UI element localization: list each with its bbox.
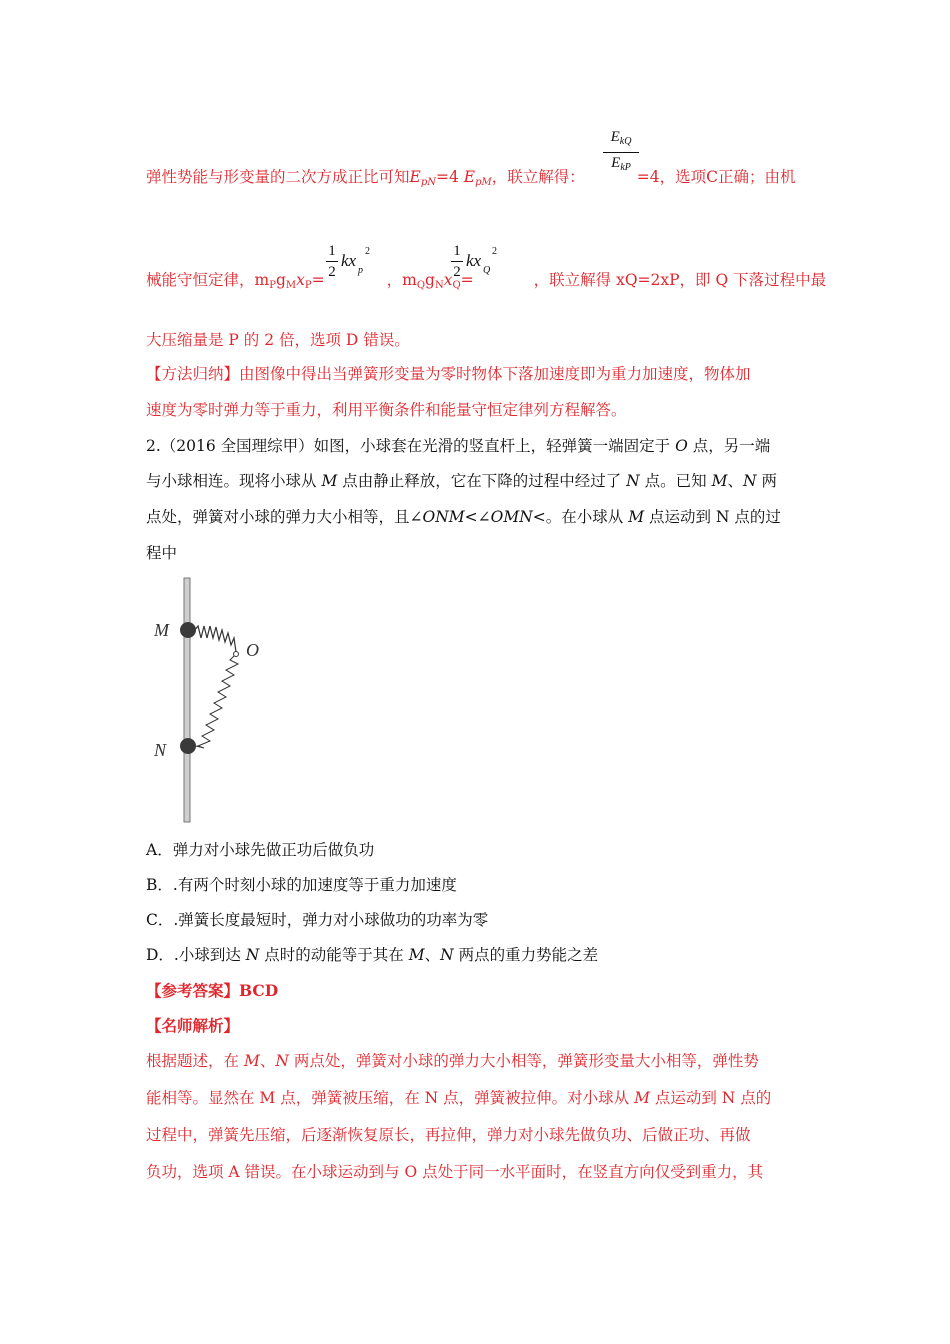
numerator: E — [610, 129, 620, 145]
text-fragment: 、 — [424, 946, 441, 964]
subscript: Q — [416, 280, 426, 291]
text-fragment: g — [275, 271, 286, 289]
text-line-3: 大压缩量是 P 的 2 倍，选项 D 错误。 — [146, 331, 410, 349]
method-summary-line-2: 速度为零时弹力等于重力，利用平衡条件和能量守恒定律列方程解答。 — [146, 401, 627, 419]
method-summary-line-1: 【方法归纳】由图像中得出当弹簧形变量为零时物体下落加速度即为重力加速度，物体加 — [146, 365, 751, 383]
angle-onm: ONM — [422, 508, 465, 526]
text-fragment: ，m — [386, 271, 417, 289]
text-fragment: 点运动到 N 点的 — [649, 1089, 772, 1107]
symbol-m: M — [321, 472, 338, 490]
math-kx: kx — [466, 251, 482, 270]
subscript: Q — [483, 265, 491, 276]
spring-rod-figure — [146, 574, 276, 824]
superscript: 2 — [365, 246, 370, 257]
superscript: 2 — [492, 246, 497, 257]
symbol-m: M — [634, 1089, 650, 1107]
question-line-3 — [146, 507, 781, 527]
subscript: pM — [475, 177, 492, 188]
text-fragment: 两点的重力势能之差 — [453, 946, 599, 964]
text-fragment: 与小球相连。现将小球从 — [146, 472, 322, 490]
fixed-point-o — [234, 652, 239, 657]
subscript: p — [358, 265, 363, 276]
symbol-m: M — [628, 508, 645, 526]
symbol-m: M — [408, 946, 425, 964]
symbol-o: O — [675, 437, 688, 455]
denominator: E — [611, 155, 621, 171]
label-n: N — [154, 740, 167, 760]
text-fragment: 两 — [756, 472, 777, 490]
subscript: kQ — [619, 136, 632, 147]
upper-spring — [194, 626, 236, 652]
text-fragment: ，联立解得 xQ=2xP，即 Q 下落过程中最 — [533, 271, 827, 289]
text-fragment: 点处，弹簧对小球的弹力大小相等，且∠ — [146, 508, 423, 526]
denominator: 2 — [453, 264, 461, 280]
text-fragment: 点由静止释放，它在下降的过程中经过了 — [337, 472, 627, 490]
figure-svg — [146, 574, 276, 824]
text-fragment: 械能守恒定律，m — [146, 271, 270, 289]
subscript: kP — [620, 162, 631, 173]
symbol-n: N — [440, 946, 454, 964]
math-kx: kx — [341, 251, 357, 270]
text-fragment: =4，选项C正确；由机 — [636, 168, 796, 186]
subscript: pN — [420, 177, 436, 188]
label-m: M — [154, 620, 169, 640]
text-fragment: ，联立解得： — [491, 168, 585, 186]
text-line-1 — [146, 167, 795, 193]
symbol-m: M — [243, 1052, 260, 1070]
subscript: N — [434, 280, 444, 291]
fraction-half-1 — [326, 242, 338, 281]
text-fragment: 2.（2016 全国理综甲）如图，小球套在光滑的竖直杆上，轻弹簧一端固定于 — [146, 437, 676, 455]
analysis-title: 【名师解析】 — [146, 1016, 240, 1035]
question-line-4: 程中 — [146, 544, 178, 562]
analysis-line-3: 过程中，弹簧先压缩，后逐渐恢复原长，再拉伸，弹力对小球先做负功、后做正功、再做 — [146, 1126, 751, 1144]
denominator: 2 — [328, 264, 336, 280]
text-fragment: 根据题述，在 — [146, 1052, 244, 1070]
numerator: 1 — [328, 243, 336, 259]
text-fragment: 弹性势能与形变量的二次方成正比可知 — [146, 168, 410, 186]
text-fragment: x — [443, 271, 453, 289]
text-fragment: 点。已知 — [639, 472, 712, 490]
text-fragment: 点，另一端 — [687, 437, 771, 455]
subscript: P — [269, 280, 276, 291]
option-d — [146, 945, 598, 965]
symbol-n: N — [275, 1052, 289, 1070]
symbol-n: N — [626, 472, 640, 490]
subscript: M — [285, 280, 297, 291]
analysis-line-2 — [146, 1088, 771, 1108]
symbol-m: M — [711, 472, 728, 490]
text-fragment: <∠ — [464, 508, 491, 526]
vertical-rod — [184, 578, 190, 822]
question-line-1 — [146, 436, 770, 456]
text-fragment: g — [425, 271, 435, 289]
reference-answer: 【参考答案】BCD — [146, 981, 279, 1000]
symbol-e: E — [463, 168, 476, 186]
text-fragment: =4 — [436, 168, 464, 186]
text-fragment: 、 — [727, 472, 743, 490]
option-a: A．弹力对小球先做正功后做负功 — [146, 841, 375, 859]
text-fragment: = — [460, 271, 474, 289]
text-fragment: x — [296, 271, 305, 289]
symbol-n: N — [245, 946, 260, 964]
symbol-n: N — [742, 472, 757, 490]
text-fragment: 、 — [259, 1052, 276, 1070]
analysis-line-1 — [146, 1051, 759, 1071]
text-fragment: 点运动到 N 点的过 — [644, 508, 781, 526]
text-fragment: 两点处，弹簧对小球的弹力大小相等，弹簧形变量大小相等，弹性势 — [288, 1052, 759, 1070]
text-fragment: D．.小球到达 — [146, 946, 246, 964]
analysis-line-4: 负功，选项 A 错误。在小球运动到与 O 点处于同一水平面时，在竖直方向仅受到重力，其 — [146, 1163, 764, 1181]
ball-n — [180, 738, 196, 754]
question-line-2 — [146, 471, 777, 491]
fraction-half-2 — [451, 242, 463, 281]
lower-spring — [192, 654, 238, 748]
symbol-e: E — [409, 168, 421, 186]
text-fragment: 能相等。显然在 M 点，弹簧被压缩，在 N 点，弹簧被拉伸。对小球从 — [146, 1089, 635, 1107]
text-fragment: <。在小球从 — [532, 508, 629, 526]
text-fragment: = — [311, 271, 325, 289]
label-o: O — [246, 640, 259, 660]
subscript: P — [304, 280, 312, 291]
text-fragment: 点时的动能等于其在 — [259, 946, 409, 964]
option-b: B．.有两个时刻小球的加速度等于重力加速度 — [146, 876, 457, 894]
angle-omn: OMN — [490, 508, 533, 526]
fraction-ek — [603, 128, 639, 177]
subscript: Q — [452, 280, 461, 291]
option-c: C．.弹簧长度最短时，弹力对小球做功的功率为零 — [146, 911, 489, 929]
ball-m — [180, 622, 196, 638]
numerator: 1 — [453, 243, 461, 259]
